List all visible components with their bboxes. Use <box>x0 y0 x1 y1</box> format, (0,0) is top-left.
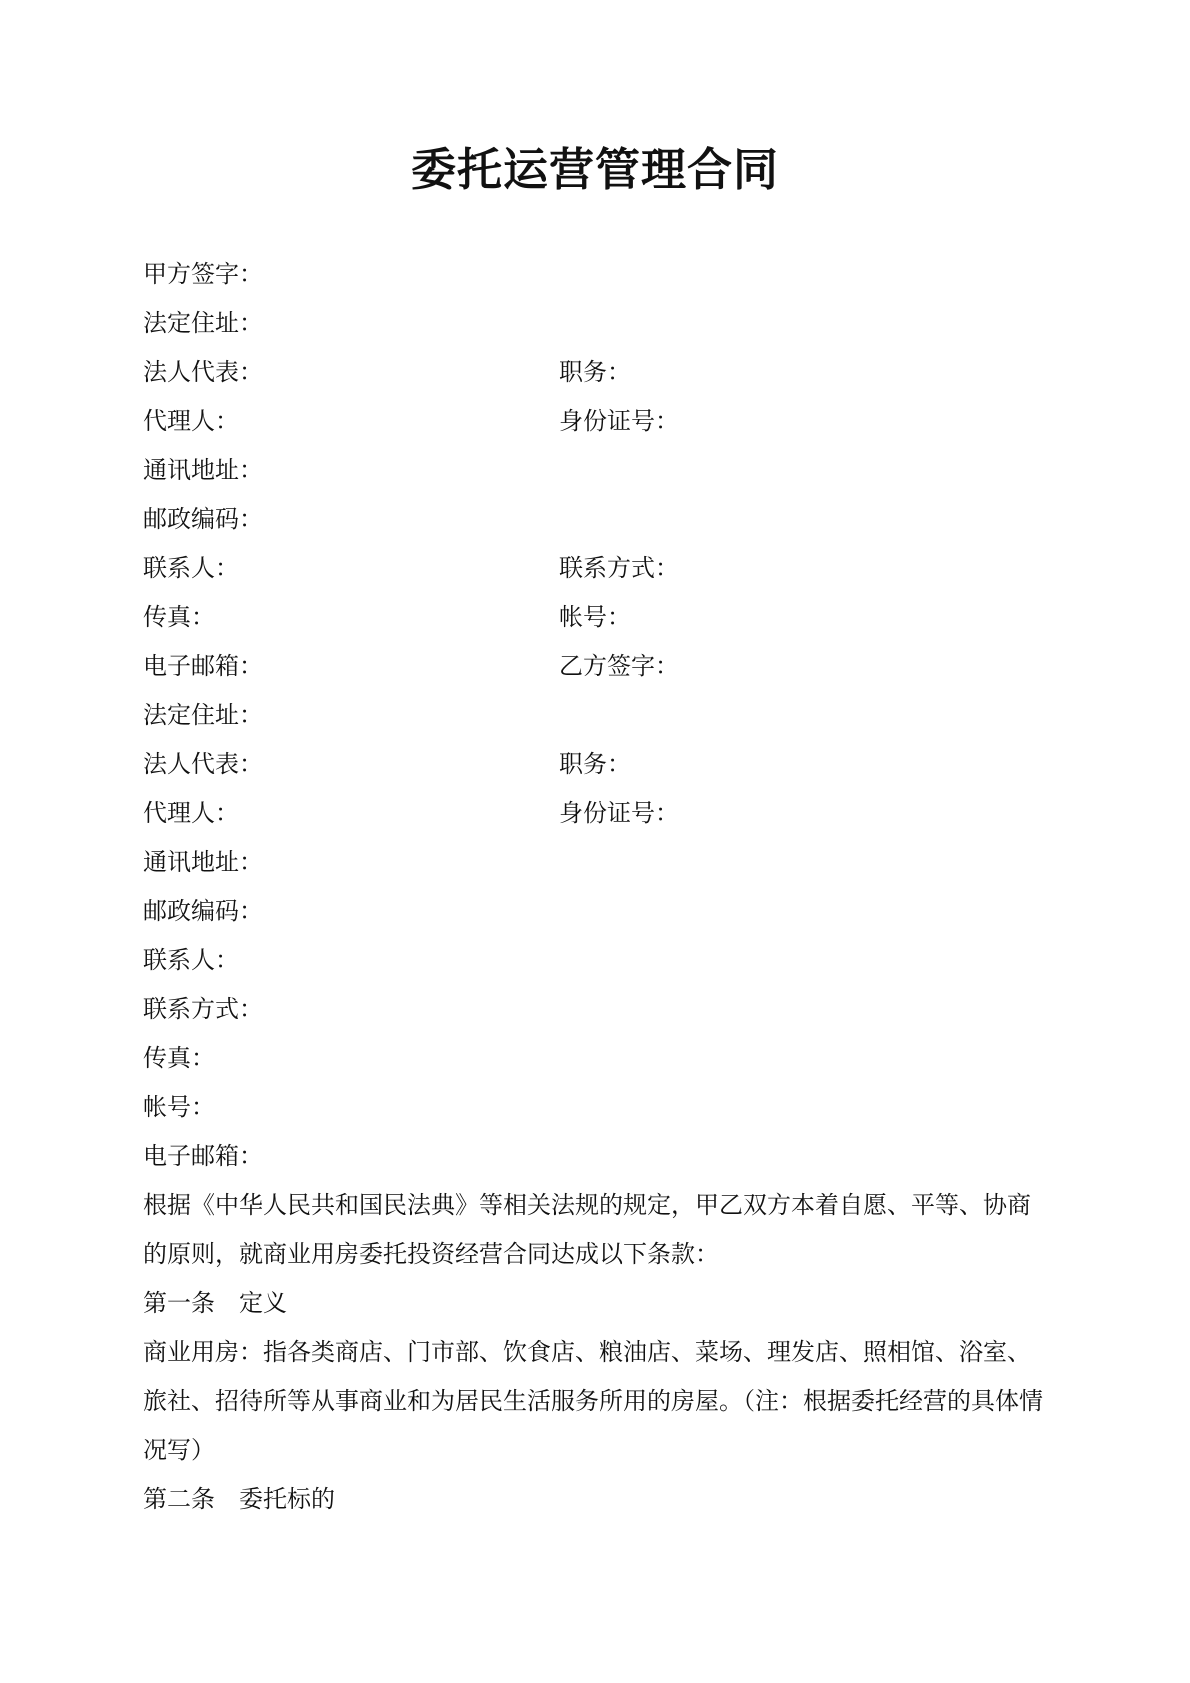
party-b-agent-row <box>143 789 1043 838</box>
party-b-postal-code-label: 邮政编码： <box>143 897 263 925</box>
article-2-heading: 第二条 委托标的 <box>143 1485 335 1513</box>
party-a-agent-row <box>143 397 1043 446</box>
party-a-rep-row <box>143 348 1043 397</box>
party-a-legal-address-label: 法定住址： <box>143 309 263 337</box>
party-a-agent-label: 代理人： <box>143 407 239 435</box>
party-a-contact-method-label: 联系方式： <box>559 554 679 582</box>
party-a-mailing-address-label: 通讯地址： <box>143 456 263 484</box>
party-a-account-label: 帐号： <box>559 603 631 631</box>
party-b-id-number-label: 身份证号： <box>559 799 679 827</box>
document-body <box>143 250 1043 1524</box>
party-b-position-label: 职务： <box>559 750 631 778</box>
party-b-legal-rep-label: 法人代表： <box>143 750 263 778</box>
article-1-heading: 第一条 定义 <box>143 1289 287 1317</box>
party-b-rep-row <box>143 740 1043 789</box>
party-a-contact-row <box>143 544 1043 593</box>
party-b-contact-person-label: 联系人： <box>143 946 239 974</box>
party-a-signature-label: 甲方签字： <box>143 260 263 288</box>
document-title: 委托运营管理合同 <box>410 143 779 196</box>
party-b-agent-label: 代理人： <box>143 799 239 827</box>
party-a-fax-row <box>143 593 1043 642</box>
party-b-signature-label: 乙方签字： <box>559 652 679 680</box>
party-b-mailing-address-label: 通讯地址： <box>143 848 263 876</box>
party-a-email-label: 电子邮箱： <box>143 652 263 680</box>
party-a-email-row <box>143 642 1043 691</box>
party-b-email-label: 电子邮箱： <box>143 1142 263 1170</box>
intro-paragraph: 根据《中华人民共和国民法典》等相关法规的规定，甲乙双方本着自愿、平等、协商的原则，就商业用房委托投资经营合同达成以下条款： <box>143 1191 1031 1268</box>
party-a-contact-person-label: 联系人： <box>143 554 239 582</box>
party-a-legal-rep-label: 法人代表： <box>143 358 263 386</box>
party-a-id-number-label: 身份证号： <box>559 407 679 435</box>
article-1-body: 商业用房：指各类商店、门市部、饮食店、粮油店、菜场、理发店、照相馆、浴室、旅社、招待所等从事商业和为居民生活服务所用的房屋。（注：根据委托经营的具体情况写） <box>143 1338 1043 1464</box>
party-b-legal-address-label: 法定住址： <box>143 701 263 729</box>
party-b-account-label: 帐号： <box>143 1093 215 1121</box>
party-b-fax-label: 传真： <box>143 1044 215 1072</box>
party-a-fax-label: 传真： <box>143 603 215 631</box>
party-a-position-label: 职务： <box>559 358 631 386</box>
party-a-postal-code-label: 邮政编码： <box>143 505 263 533</box>
party-b-contact-method-label: 联系方式： <box>143 995 263 1023</box>
